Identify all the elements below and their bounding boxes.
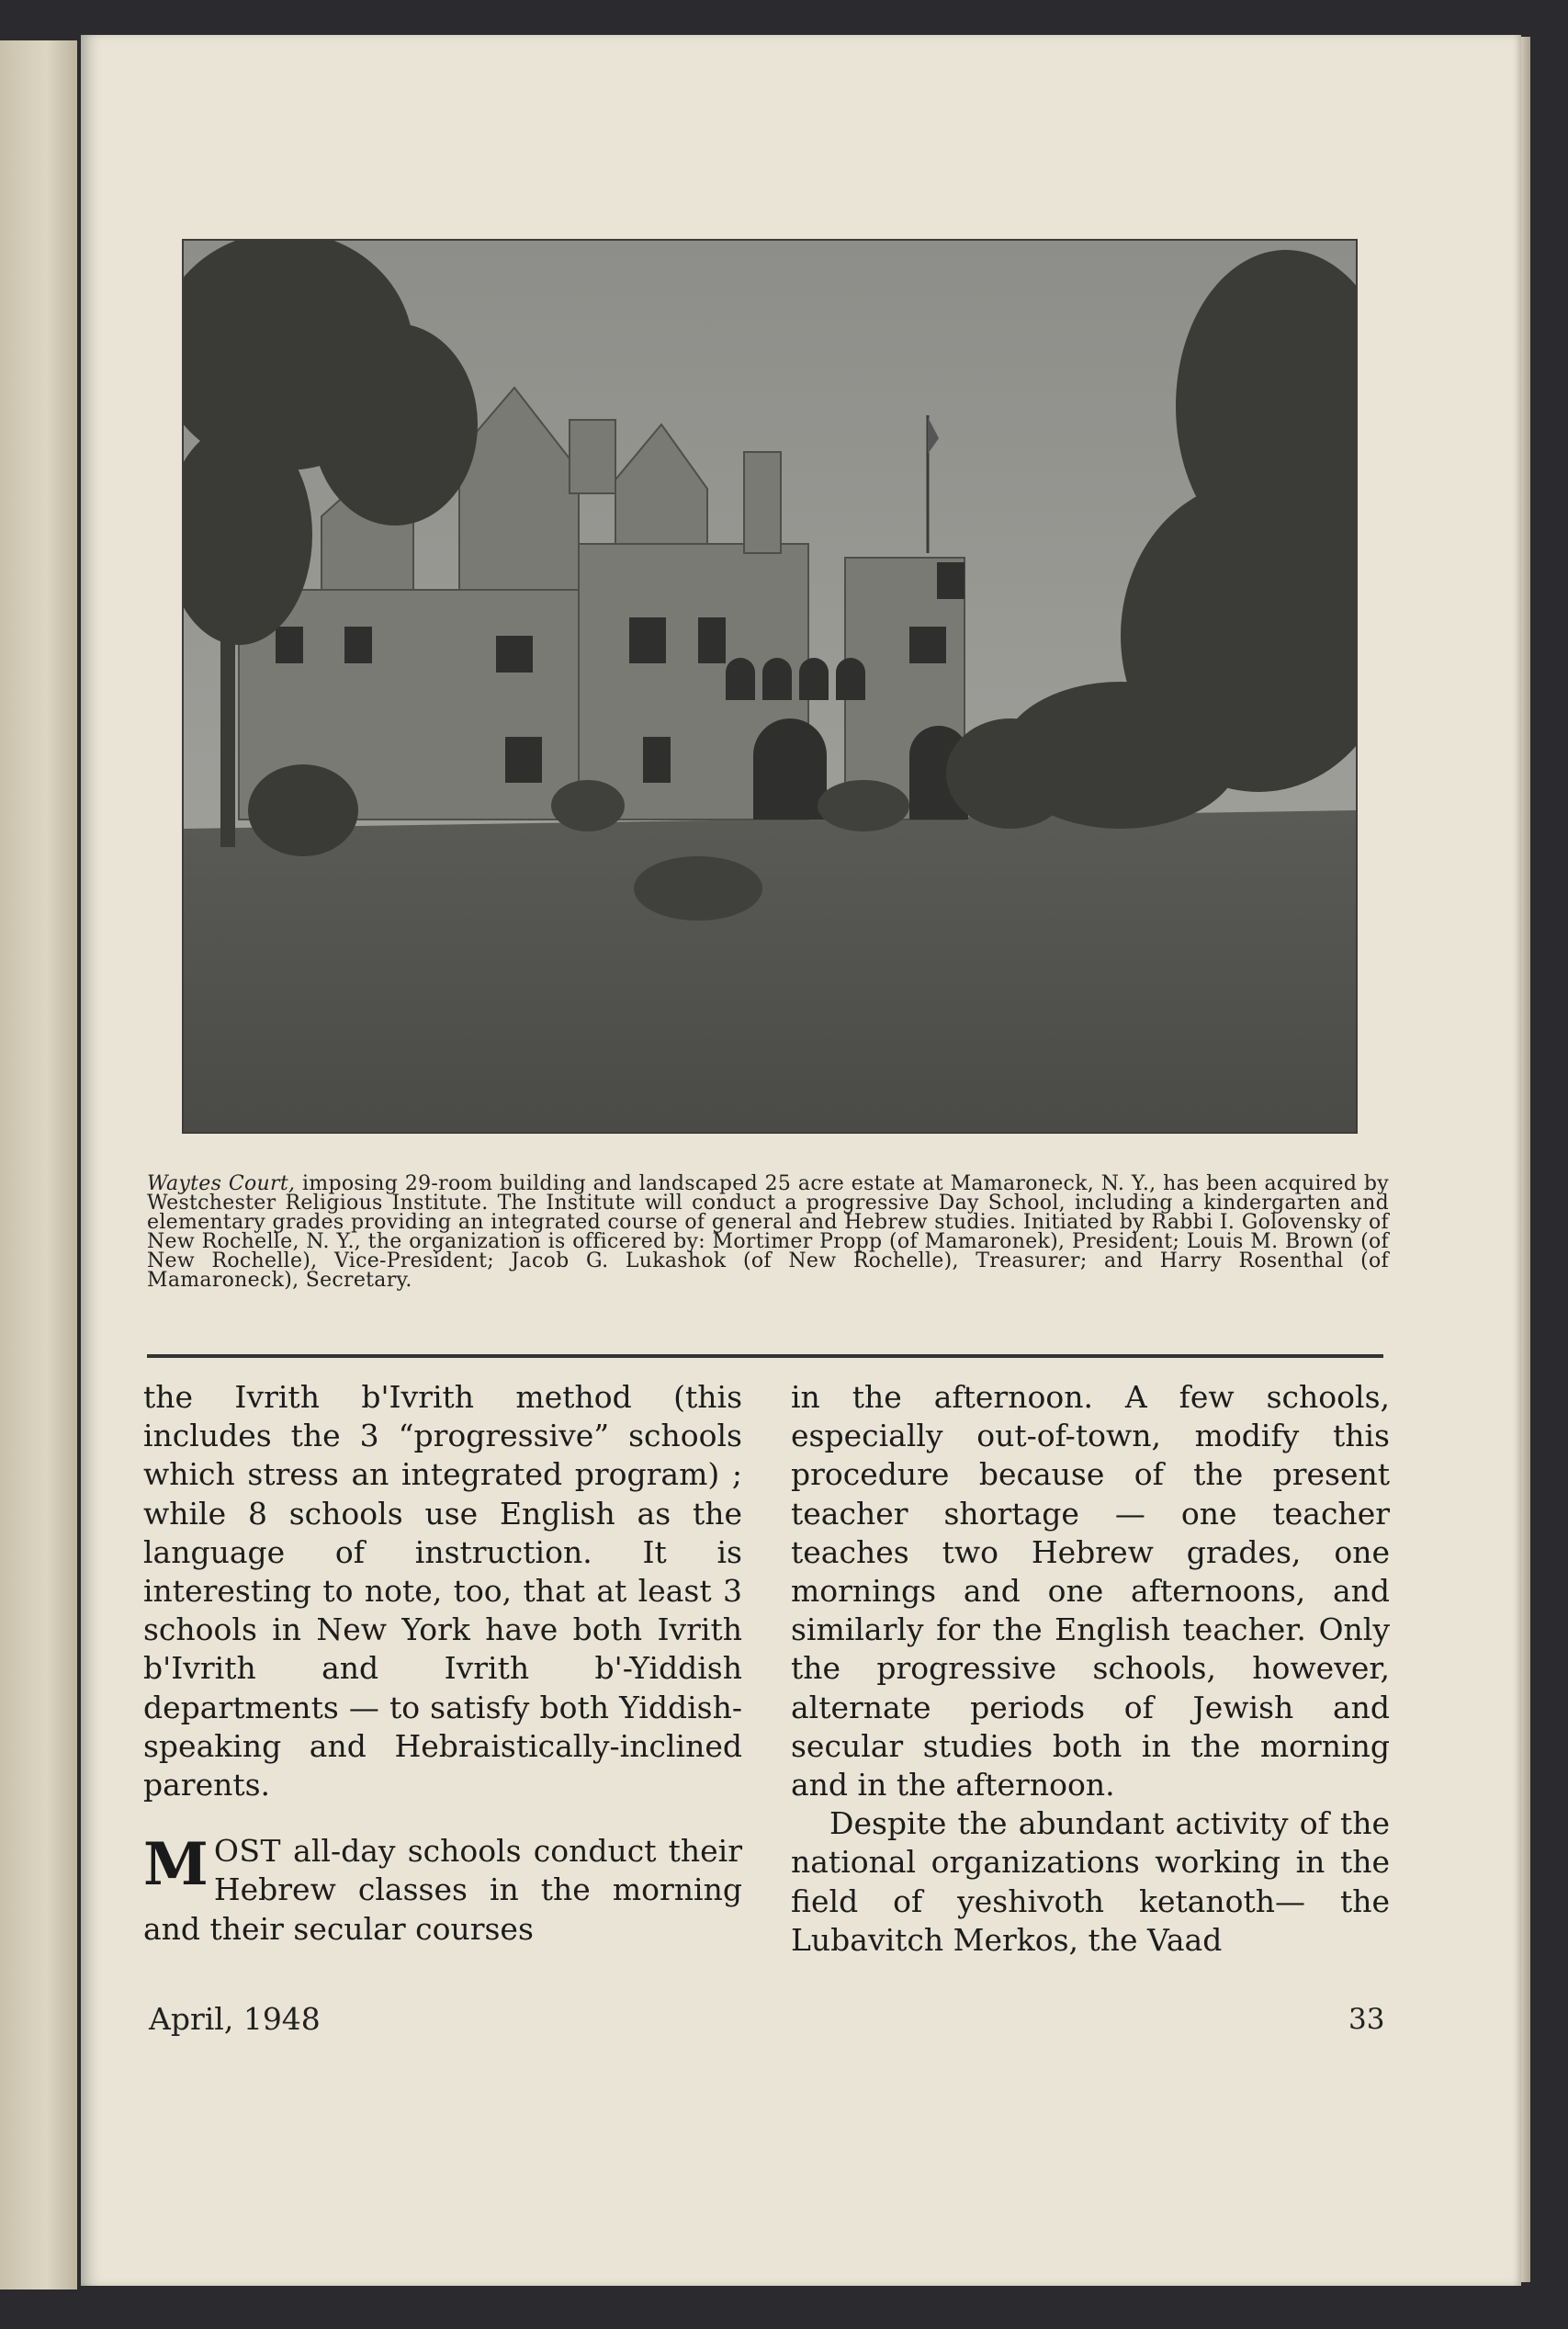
- caption-divider-rule: [147, 1354, 1383, 1358]
- right-column: [791, 1378, 1390, 1960]
- page-edge-shadow: [1521, 37, 1530, 2282]
- issue-date: April, 1948: [149, 2001, 321, 2037]
- left-paragraph-2: [143, 1832, 742, 1949]
- right-paragraph-2: Despite the abundant activity of the national organizations working in the field of yeshivoth ketanoth— the Lubavitch Merkos, the Vaad: [791, 1805, 1390, 1958]
- page-number: 33: [1348, 2003, 1385, 2036]
- caption-lead: Waytes Court,: [147, 1172, 296, 1195]
- left-column: [143, 1378, 742, 1949]
- photo-caption: [147, 1174, 1389, 1290]
- lead-in-small-caps: OST: [213, 1833, 282, 1870]
- left-paragraph-1: the Ivrith b'Ivrith method (this includes the 3 “progressive” schools which stress an integrated program) ; while 8 schools use English as the language of instruction. It is interesting to note, too, that at least 3 schools in New York have both Ivrith b'Ivrith and Ivrith b'-Yiddish departments — to satisfy both Yiddish-speaking and Hebraistically-inclined parents.: [143, 1379, 742, 1803]
- mansion-photo-illustration: [184, 241, 1356, 1132]
- drop-cap: M: [143, 1830, 209, 1900]
- estate-photograph: [182, 239, 1358, 1134]
- caption-body: imposing 29-room building and landscaped 25 acre estate at Mamaroneck, N. Y., has been acquired by Westchester Religious Institute. The Institute will conduct a progressive Day School, including a kindergarten and elementary grades providing an integrated course of general and Hebrew studies. Initiated by Rabbi I. Golovensky of New Rochelle, N. Y., the organization is officered by: Mortimer Propp (of Mamaronek), President; Louis M. Brown (of New Rochelle), Vice-President; Jacob G. Lukashok (of New Rochelle), Treasurer; and Harry Rosenthal (of Mamaroneck), Secretary.: [147, 1172, 1389, 1292]
- left-paragraph-2-text: all-day schools conduct their Hebrew classes in the morning and their secular courses: [143, 1833, 742, 1947]
- previous-page-edge: [0, 40, 77, 2289]
- right-paragraph-1: in the afternoon. A few schools, especially out-of-town, modify this procedure because of the present teacher shortage — one teacher teaches two Hebrew grades, one mornings and one afternoons, and similarly for the English teacher. Only the progressive schools, however, alternate periods of Jewish and secular studies both in the morning and in the afternoon.: [791, 1379, 1390, 1803]
